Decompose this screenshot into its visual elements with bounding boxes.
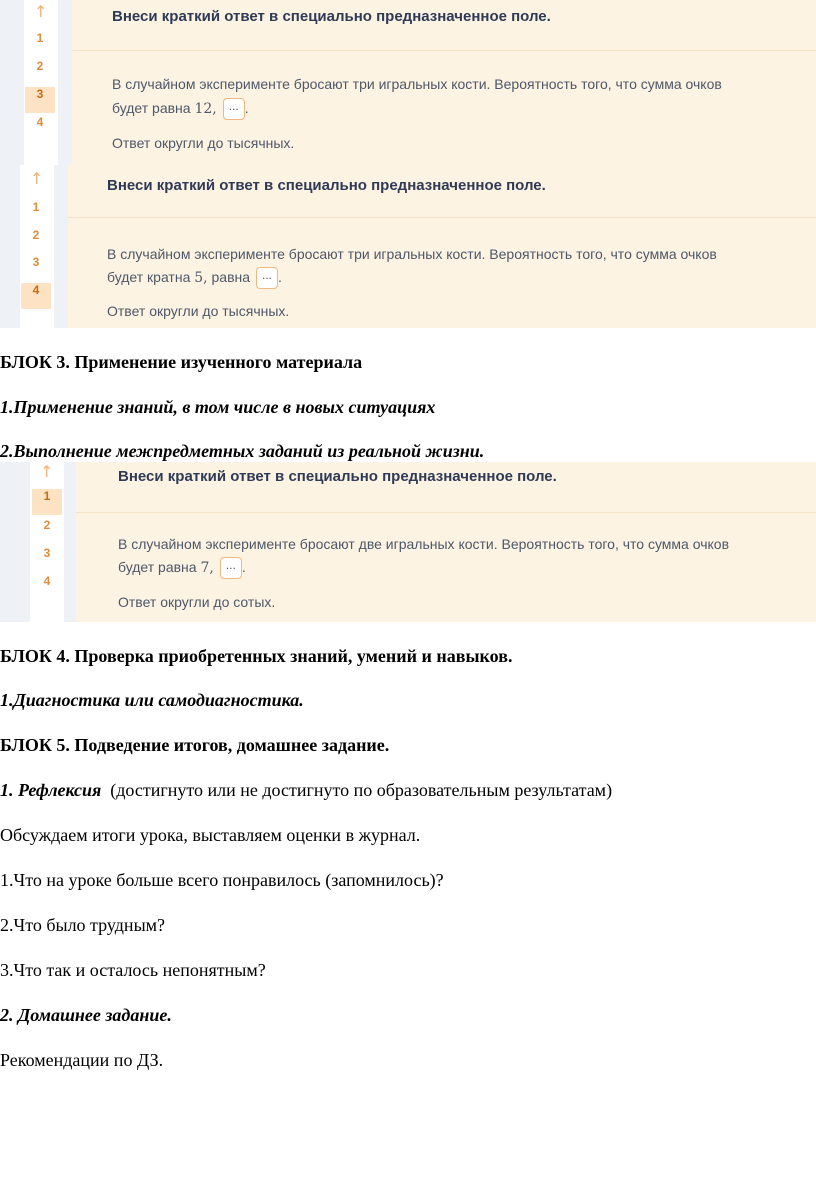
task-number-1[interactable]: 1 — [32, 200, 40, 214]
rounding-note: Ответ округли до сотых. — [118, 594, 276, 610]
task-number-1-active[interactable]: 1 — [32, 489, 62, 515]
task-text-line-1: В случайном эксперименте бросают три игральных кости. Вероятность того, что сумма очков — [112, 76, 722, 92]
answer-input[interactable]: ... — [223, 98, 245, 120]
block-3-heading: БЛОК 3. Применение изученного материала — [0, 352, 363, 372]
task-number-4[interactable]: 4 — [43, 574, 51, 588]
scroll-up-arrow-icon[interactable]: ↑ — [30, 169, 44, 188]
task-number-1[interactable]: 1 — [36, 31, 44, 45]
task-number-2[interactable]: 2 — [32, 228, 40, 242]
question-1: 1.Что на уроке больше всего понравилось (запомнилось)? — [0, 870, 444, 890]
task-instruction-title: Внеси краткий ответ в специально предназначенное поле. — [112, 8, 551, 25]
task-screenshot-1 — [0, 0, 816, 165]
question-3: 3.Что так и осталось непонятным? — [0, 960, 266, 980]
answer-input[interactable]: ... — [220, 557, 242, 579]
task-number-2[interactable]: 2 — [43, 518, 51, 532]
task-number-3[interactable]: 3 — [32, 255, 40, 269]
block-3-item-1: 1.Применение знаний, в том числе в новых ситуациях — [0, 397, 436, 417]
task-text-line-1: В случайном эксперименте бросают три игральных кости. Вероятность того, что сумма очков — [107, 246, 717, 262]
block-4-heading: БЛОК 4. Проверка приобретенных знаний, умений и навыков. — [0, 646, 513, 666]
rounding-note: Ответ округли до тысячных. — [112, 135, 295, 151]
reflection-note: (достигнуто или не достигнуто по образовательным результатам) — [101, 780, 613, 800]
reflection-line — [0, 780, 612, 801]
answer-input[interactable]: ... — [256, 267, 278, 289]
task-text-line-2: будет равна 12, ... . — [112, 96, 249, 121]
task-screenshot-2 — [0, 165, 816, 328]
task-instruction-title: Внеси краткий ответ в специально предназначенное поле. — [118, 468, 557, 485]
homework-text: Рекомендации по ДЗ. — [0, 1050, 164, 1070]
task-number-4-active[interactable]: 4 — [21, 283, 51, 309]
homework-heading: 2. Домашнее задание. — [0, 1005, 172, 1025]
task-number-2[interactable]: 2 — [36, 59, 44, 73]
task-screenshot-3 — [0, 462, 816, 622]
block-3-item-2: 2.Выполнение межпредметных заданий из реальной жизни. — [0, 441, 485, 461]
task-instruction-title: Внеси краткий ответ в специально предназначенное поле. — [107, 177, 546, 194]
task-number-3[interactable]: 3 — [43, 546, 51, 560]
block-5-heading: БЛОК 5. Подведение итогов, домашнее задание. — [0, 735, 390, 755]
task-text-line-2: будет кратна 5, равна ... . — [107, 265, 282, 290]
task-text-line-1: В случайном эксперименте бросают две игральных кости. Вероятность того, что сумма очков — [118, 536, 730, 552]
task-number-3-active[interactable]: 3 — [25, 87, 55, 113]
rounding-note: Ответ округли до тысячных. — [107, 303, 290, 319]
scroll-up-arrow-icon[interactable]: ↑ — [40, 462, 54, 481]
scroll-up-arrow-icon[interactable]: ↑ — [34, 2, 48, 21]
task-number-4[interactable]: 4 — [36, 115, 44, 129]
question-2: 2.Что было трудным? — [0, 915, 166, 935]
block-4-item-1: 1.Диагностика или самодиагностика. — [0, 690, 304, 710]
task-text-line-2: будет равна 7, ... . — [118, 555, 246, 580]
discussion-text: Обсуждаем итоги урока, выставляем оценки в журнал. — [0, 825, 421, 845]
reflection-label: 1. Рефлексия — [0, 780, 102, 800]
